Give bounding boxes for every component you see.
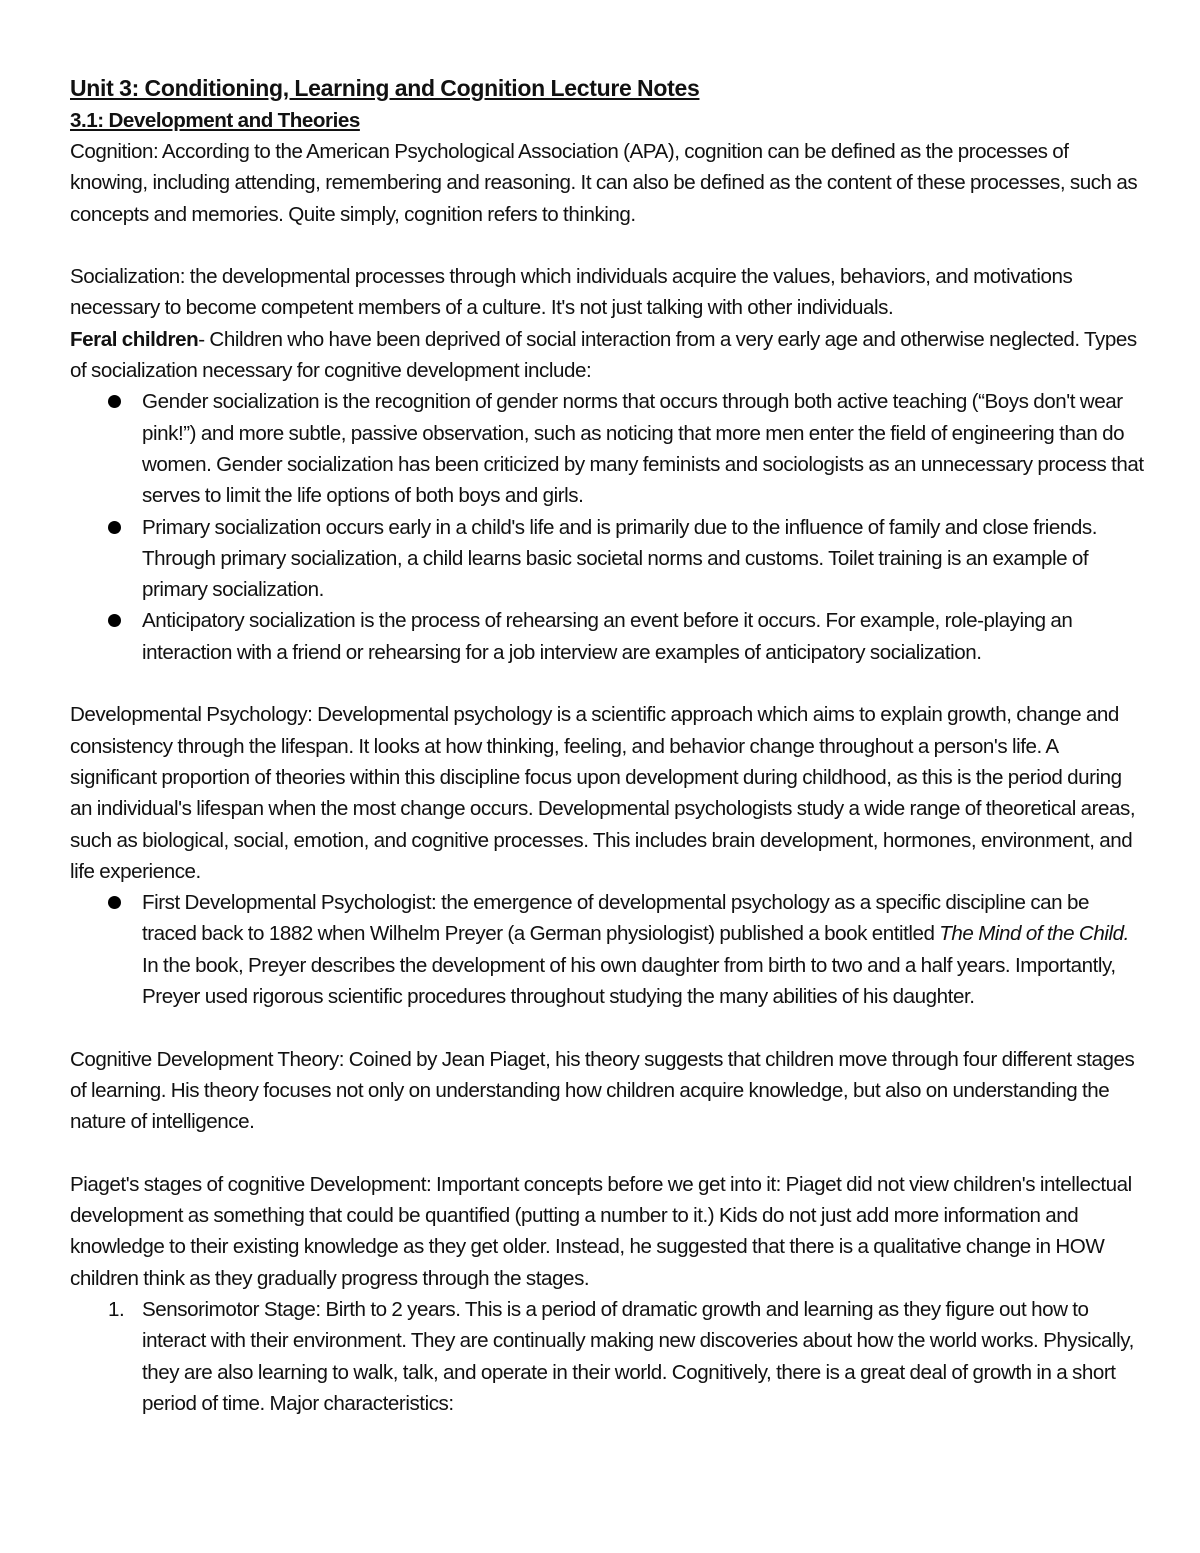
page-title: Unit 3: Conditioning, Learning and Cognition Lecture Notes xyxy=(70,75,700,101)
list-item xyxy=(70,605,1145,668)
first-psychologist-text-post: In the book, Preyer describes the development of his own daughter from birth to two and a half years. Importantly, Preyer used rigorous scientific procedures throughout studying the many abilities of his daughter. xyxy=(142,953,1116,1009)
list-item xyxy=(70,386,1145,511)
lecture-notes-page xyxy=(70,72,1145,1419)
feral-children-term: Feral children xyxy=(70,327,199,351)
socialization-paragraph: Socialization: the developmental processes through which individuals acquire the values, behaviors, and motivations necessary to become competent members of a culture. It's not just talking with other individuals. xyxy=(70,265,1073,320)
spacer xyxy=(70,1012,1145,1043)
bullet-icon xyxy=(108,521,121,534)
list-item-text: Anticipatory socialization is the process of rehearsing an event before it occurs. For example, role-playing an interaction with a friend or rehearsing for a job interview are examples of anticipatory socialization. xyxy=(142,609,1073,664)
list-item-text: Gender socialization is the recognition of gender norms that occurs through both active teaching (“Boys don't wear pink!”) and more subtle, passive observation, such as noticing that more men enter the field of engineering than do women. Gender socialization has been criticized by many feminists and sociologists as an unnecessary process that serves to limit the life options of both boys and girls. xyxy=(142,390,1144,508)
developmental-psychology-paragraph: Developmental Psychology: Developmental psychology is a scientific approach which aims to explain growth, change and consistency through the lifespan. It looks at how thinking, feeling, and behavior change throughout a person's life. A significant proportion of theories within this discipline focus upon development during childhood, as this is the period during an individual's lifespan when the most change occurs. Developmental psychologists study a wide range of theoretical areas, such as biological, social, emotion, and cognitive processes. This includes brain development, hormones, environment, and life experience. xyxy=(70,703,1136,883)
socialization-list xyxy=(70,386,1145,668)
spacer xyxy=(70,1138,1145,1169)
bullet-icon xyxy=(108,614,121,627)
piaget-stages-paragraph: Piaget's stages of cognitive Development: Important concepts before we get into it: Piaget did not view children's intellectual development as something that could be quantified (putting a number to it.) Kids do not just add more information and knowledge to their existing knowledge as they get older. Instead, he suggested that there is a qualitative change in HOW children think as they gradually progress through the stages. xyxy=(70,1172,1132,1290)
bullet-icon xyxy=(108,395,121,408)
list-item xyxy=(70,887,1145,1012)
feral-children-text: - Children who have been deprived of social interaction from a very early age and otherwise neglected. Types of socialization necessary for cognitive development include: xyxy=(70,327,1137,383)
stages-list xyxy=(70,1294,1145,1419)
cognitive-development-theory-paragraph: Cognitive Development Theory: Coined by Jean Piaget, his theory suggests that children move through four different stages of learning. His theory focuses not only on understanding how children acquire knowledge, but also on understanding the nature of intelligence. xyxy=(70,1047,1135,1134)
book-title: The Mind of the Child. xyxy=(939,922,1129,946)
stage-text: Sensorimotor Stage: Birth to 2 years. This is a period of dramatic growth and learning as they figure out how to interact with their environment. They are continually making new discoveries about how the world works. Physically, they are also learning to walk, talk, and operate in their world. Cognitively, there is a great deal of growth in a short period of time. Major characteristics: xyxy=(142,1297,1134,1415)
developmental-list xyxy=(70,887,1145,1012)
spacer xyxy=(70,230,1145,261)
spacer xyxy=(70,668,1145,699)
first-psychologist-text-pre: First Developmental Psychologist: the emergence of developmental psychology as a specific discipline can be traced back to 1882 when Wilhelm Preyer (a German physiologist) published a book entitled xyxy=(142,891,1089,946)
bullet-icon xyxy=(108,896,121,909)
feral-children-paragraph xyxy=(70,324,1145,387)
list-item xyxy=(70,512,1145,606)
stage-number: 1. xyxy=(108,1297,125,1321)
cognition-paragraph: Cognition: According to the American Psychological Association (APA), cognition can be defined as the processes of knowing, including attending, remembering and reasoning. It can also be defined as the content of these processes, such as concepts and memories. Quite simply, cognition refers to thinking. xyxy=(70,140,1138,226)
list-item-text: Primary socialization occurs early in a child's life and is primarily due to the influence of family and close friends. Through primary socialization, a child learns basic societal norms and customs. Toilet training is an example of primary socialization. xyxy=(142,515,1098,602)
list-item xyxy=(70,1294,1145,1419)
section-heading: 3.1: Development and Theories xyxy=(70,109,360,132)
